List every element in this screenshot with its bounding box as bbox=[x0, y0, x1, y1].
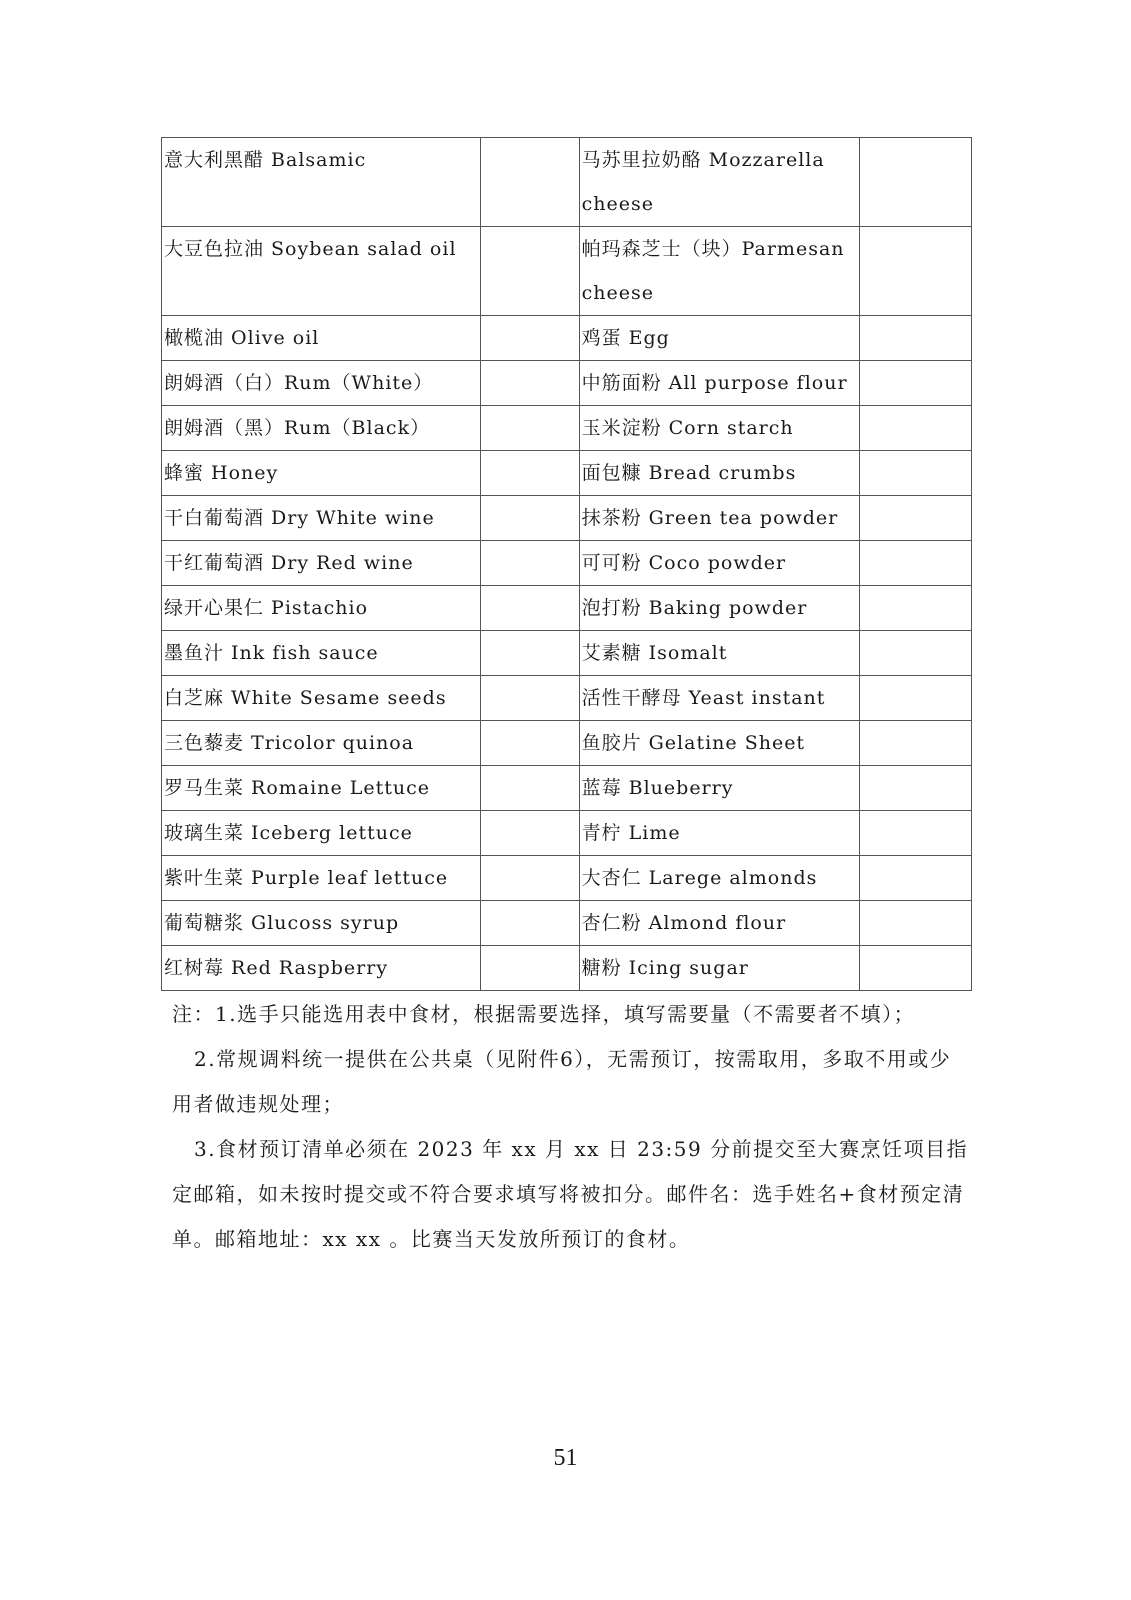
table-row bbox=[162, 406, 972, 451]
ingredient-name-cell: 糖粉 Icing sugar bbox=[579, 946, 859, 991]
table-row bbox=[162, 946, 972, 991]
quantity-cell[interactable] bbox=[480, 901, 579, 946]
quantity-cell[interactable] bbox=[860, 811, 972, 856]
quantity-cell[interactable] bbox=[480, 811, 579, 856]
quantity-cell[interactable] bbox=[860, 946, 972, 991]
ingredient-name-cell: 马苏里拉奶酪 Mozzarella cheese bbox=[579, 138, 859, 227]
table-row bbox=[162, 766, 972, 811]
note-2: 2.常规调料统一提供在公共桌（见附件6），无需预订，按需取用，多取不用或少用者做违规处理； bbox=[172, 1047, 952, 1116]
table-row bbox=[162, 586, 972, 631]
quantity-cell[interactable] bbox=[480, 586, 579, 631]
quantity-cell[interactable] bbox=[860, 138, 972, 227]
ingredient-name-cell: 玉米淀粉 Corn starch bbox=[579, 406, 859, 451]
table-row bbox=[162, 901, 972, 946]
ingredient-name-cell: 红树莓 Red Raspberry bbox=[162, 946, 481, 991]
ingredient-name-cell: 葡萄糖浆 Glucoss syrup bbox=[162, 901, 481, 946]
ingredient-name-cell: 绿开心果仁 Pistachio bbox=[162, 586, 481, 631]
ingredient-name-cell: 橄榄油 Olive oil bbox=[162, 316, 481, 361]
quantity-cell[interactable] bbox=[480, 451, 579, 496]
quantity-cell[interactable] bbox=[480, 946, 579, 991]
quantity-cell[interactable] bbox=[480, 631, 579, 676]
quantity-cell[interactable] bbox=[860, 721, 972, 766]
table-row bbox=[162, 451, 972, 496]
quantity-cell[interactable] bbox=[480, 541, 579, 586]
ingredient-name-cell: 墨鱼汁 Ink fish sauce bbox=[162, 631, 481, 676]
quantity-cell[interactable] bbox=[860, 766, 972, 811]
ingredient-name-cell: 帕玛森芝士（块）Parmesan cheese bbox=[579, 227, 859, 316]
notes-section bbox=[172, 992, 972, 1262]
quantity-cell[interactable] bbox=[860, 316, 972, 361]
quantity-cell[interactable] bbox=[860, 496, 972, 541]
ingredient-name-cell: 朗姆酒（白）Rum（White） bbox=[162, 361, 481, 406]
quantity-cell[interactable] bbox=[860, 406, 972, 451]
quantity-cell[interactable] bbox=[860, 901, 972, 946]
quantity-cell[interactable] bbox=[860, 541, 972, 586]
table-row bbox=[162, 496, 972, 541]
table-row bbox=[162, 227, 972, 316]
ingredient-name-cell: 可可粉 Coco powder bbox=[579, 541, 859, 586]
quantity-cell[interactable] bbox=[480, 676, 579, 721]
ingredient-order-table bbox=[161, 137, 972, 991]
table-row bbox=[162, 676, 972, 721]
ingredient-name-cell: 干红葡萄酒 Dry Red wine bbox=[162, 541, 481, 586]
ingredient-name-cell: 大杏仁 Larege almonds bbox=[579, 856, 859, 901]
ingredient-name-cell: 意大利黑醋 Balsamic bbox=[162, 138, 481, 227]
quantity-cell[interactable] bbox=[480, 721, 579, 766]
quantity-cell[interactable] bbox=[480, 856, 579, 901]
ingredient-name-cell: 中筋面粉 All purpose flour bbox=[579, 361, 859, 406]
note-1: 注：1.选手只能选用表中食材，根据需要选择，填写需要量（不需要者不填）； bbox=[172, 1002, 916, 1026]
ingredient-name-cell: 青柠 Lime bbox=[579, 811, 859, 856]
table-row bbox=[162, 361, 972, 406]
quantity-cell[interactable] bbox=[860, 856, 972, 901]
table-row bbox=[162, 811, 972, 856]
quantity-cell[interactable] bbox=[480, 316, 579, 361]
quantity-cell[interactable] bbox=[480, 361, 579, 406]
ingredient-name-cell: 蓝莓 Blueberry bbox=[579, 766, 859, 811]
quantity-cell[interactable] bbox=[480, 406, 579, 451]
ingredient-name-cell: 玻璃生菜 Iceberg lettuce bbox=[162, 811, 481, 856]
quantity-cell[interactable] bbox=[480, 138, 579, 227]
quantity-cell[interactable] bbox=[860, 586, 972, 631]
table-row bbox=[162, 138, 972, 227]
quantity-cell[interactable] bbox=[480, 766, 579, 811]
table-row bbox=[162, 541, 972, 586]
table-row bbox=[162, 631, 972, 676]
ingredient-name-cell: 抹茶粉 Green tea powder bbox=[579, 496, 859, 541]
quantity-cell[interactable] bbox=[860, 361, 972, 406]
quantity-cell[interactable] bbox=[860, 631, 972, 676]
quantity-cell[interactable] bbox=[860, 227, 972, 316]
ingredient-name-cell: 蜂蜜 Honey bbox=[162, 451, 481, 496]
ingredient-name-cell: 大豆色拉油 Soybean salad oil bbox=[162, 227, 481, 316]
quantity-cell[interactable] bbox=[860, 676, 972, 721]
quantity-cell[interactable] bbox=[480, 496, 579, 541]
ingredient-name-cell: 朗姆酒（黑）Rum（Black） bbox=[162, 406, 481, 451]
ingredient-name-cell: 杏仁粉 Almond flour bbox=[579, 901, 859, 946]
ingredient-name-cell: 紫叶生菜 Purple leaf lettuce bbox=[162, 856, 481, 901]
ingredient-name-cell: 面包糠 Bread crumbs bbox=[579, 451, 859, 496]
ingredient-name-cell: 泡打粉 Baking powder bbox=[579, 586, 859, 631]
table-row bbox=[162, 316, 972, 361]
ingredient-name-cell: 艾素糖 Isomalt bbox=[579, 631, 859, 676]
ingredient-name-cell: 干白葡萄酒 Dry White wine bbox=[162, 496, 481, 541]
ingredient-name-cell: 三色藜麦 Tricolor quinoa bbox=[162, 721, 481, 766]
note-3: 3.食材预订清单必须在 2023 年 xx 月 xx 日 23:59 分前提交至大赛烹饪项目指定邮箱，如未按时提交或不符合要求填写将被扣分。邮件名：选手姓名+食材预定清单。邮箱地址：xx xx 。比赛当天发放所预订的食材。 bbox=[172, 1137, 969, 1251]
ingredient-table-body bbox=[162, 138, 972, 991]
ingredient-name-cell: 鱼胶片 Gelatine Sheet bbox=[579, 721, 859, 766]
ingredient-name-cell: 鸡蛋 Egg bbox=[579, 316, 859, 361]
quantity-cell[interactable] bbox=[480, 227, 579, 316]
ingredient-name-cell: 白芝麻 White Sesame seeds bbox=[162, 676, 481, 721]
quantity-cell[interactable] bbox=[860, 451, 972, 496]
page-number: 51 bbox=[553, 1445, 578, 1471]
table-row bbox=[162, 721, 972, 766]
table-row bbox=[162, 856, 972, 901]
ingredient-name-cell: 活性干酵母 Yeast instant bbox=[579, 676, 859, 721]
ingredient-name-cell: 罗马生菜 Romaine Lettuce bbox=[162, 766, 481, 811]
